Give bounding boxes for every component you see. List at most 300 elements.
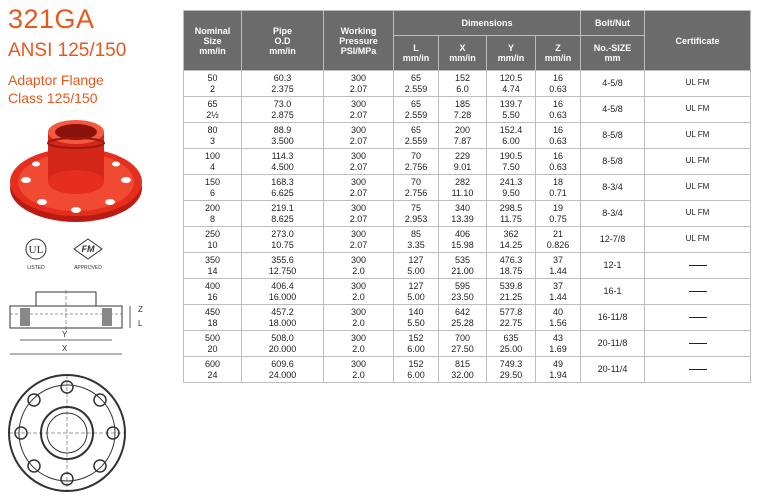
- cell-x: [439, 201, 487, 227]
- cell-y-in: 25.00: [499, 343, 523, 354]
- cell-z-mm: 37: [552, 255, 563, 265]
- cell-bolt: 8-3/4: [581, 201, 645, 227]
- cell-l: [394, 149, 439, 175]
- cell-l: [394, 97, 439, 123]
- cell-y: [487, 71, 536, 97]
- cell-l-in: 5.00: [407, 291, 425, 302]
- cell-y: [487, 97, 536, 123]
- cell-x-in: 11.10: [451, 187, 474, 198]
- cell-x-mm: 152: [454, 73, 471, 83]
- cell-z: [536, 97, 581, 123]
- cell-bolt: 20-11/4: [581, 357, 645, 383]
- no-certificate-dash: [689, 343, 707, 344]
- cell-nom: [184, 149, 242, 175]
- header-l-unit: mm/in: [402, 53, 430, 63]
- cell-l-mm: 152: [408, 359, 424, 369]
- cell-od-mm: 114.3: [271, 151, 294, 161]
- header-x-unit: mm/in: [449, 53, 476, 63]
- cell-od-mm: 457.2: [271, 307, 294, 317]
- cell-od-mm: 219.1: [271, 203, 294, 213]
- cell-x-mm: 340: [454, 203, 471, 213]
- cell-nom-mm: 600: [204, 359, 221, 369]
- cell-od-in: 16.000: [268, 291, 297, 302]
- flange-photo: [6, 112, 146, 232]
- table-row: [184, 331, 751, 357]
- cell-bolt: 12-1: [581, 253, 645, 279]
- cell-y-in: 18.75: [499, 265, 523, 276]
- cell-od: [242, 357, 324, 383]
- cell-x-mm: 406: [454, 229, 471, 239]
- cell-wp: [324, 331, 394, 357]
- cell-y-mm: 152.4: [499, 125, 523, 135]
- cell-od-mm: 406.4: [271, 281, 294, 291]
- cell-nom: [184, 175, 242, 201]
- cell-y-mm: 362: [503, 229, 519, 239]
- cell-l: [394, 227, 439, 253]
- cell-od-mm: 508.0: [271, 333, 294, 343]
- cell-l-in: 2.559: [404, 109, 428, 120]
- cell-z: [536, 123, 581, 149]
- header-nominal-line3: mm/in: [199, 45, 226, 56]
- fm-logo-subtext: APPROVED: [74, 265, 102, 271]
- cell-x: [439, 149, 487, 175]
- cell-x-mm: 815: [454, 359, 471, 369]
- no-certificate-dash: [689, 369, 707, 370]
- cell-wp: [324, 123, 394, 149]
- cell-l-mm: 65: [410, 99, 421, 109]
- cell-wp: [324, 97, 394, 123]
- header-pressure-line1: Working: [340, 25, 377, 36]
- cell-wp-in: 2.07: [349, 239, 368, 250]
- header-dim-x: [439, 36, 487, 71]
- cell-certificate: UL FM: [645, 201, 751, 227]
- cell-l-in: 6.00: [407, 343, 425, 354]
- cell-x-mm: 700: [454, 333, 471, 343]
- cell-l: [394, 175, 439, 201]
- cell-wp-in: 2.07: [349, 161, 368, 172]
- cell-l: [394, 305, 439, 331]
- cell-certificate-none: [645, 253, 751, 279]
- cell-certificate-none: [645, 305, 751, 331]
- cell-z-in: 0.826: [546, 239, 570, 250]
- cell-z-in: 0.63: [549, 135, 567, 146]
- cell-x-in: 23.50: [451, 291, 474, 302]
- cell-x: [439, 123, 487, 149]
- cell-nom-in: 3: [209, 135, 215, 146]
- cell-z-mm: 19: [552, 203, 563, 213]
- cell-bolt: 16-1: [581, 279, 645, 305]
- cell-z-mm: 16: [552, 125, 563, 135]
- cell-nom: [184, 123, 242, 149]
- cell-wp-mm: 300: [350, 177, 367, 187]
- cell-z-in: 0.63: [549, 109, 567, 120]
- cell-certificate-none: [645, 357, 751, 383]
- cell-nom-mm: 150: [204, 177, 221, 187]
- cell-wp-in: 2.0: [352, 291, 365, 302]
- cell-nom: [184, 227, 242, 253]
- cell-l: [394, 331, 439, 357]
- cell-wp-in: 2.07: [349, 83, 368, 94]
- cell-y: [487, 149, 536, 175]
- cell-l-mm: 152: [408, 333, 424, 343]
- header-y-label: Y: [507, 43, 514, 53]
- cell-certificate: UL FM: [645, 227, 751, 253]
- cell-nom-in: 14: [207, 265, 218, 276]
- cell-od-mm: 609.6: [271, 359, 294, 369]
- cell-l: [394, 123, 439, 149]
- cell-nom-in: 18: [207, 317, 218, 328]
- cell-nom-mm: 500: [204, 333, 221, 343]
- cell-y-in: 29.50: [499, 369, 523, 380]
- cell-od-mm: 273.0: [271, 229, 294, 239]
- cell-od-in: 10.75: [271, 239, 294, 250]
- cell-od: [242, 305, 324, 331]
- cell-wp: [324, 279, 394, 305]
- cell-x: [439, 331, 487, 357]
- cell-od-in: 2.875: [271, 109, 294, 120]
- cell-wp-mm: 300: [350, 151, 367, 161]
- dim-label-z: Z: [138, 305, 143, 314]
- cell-l-mm: 70: [410, 177, 421, 187]
- header-pipe-line2: O.D: [274, 35, 291, 46]
- cell-z: [536, 305, 581, 331]
- cell-nom: [184, 97, 242, 123]
- cell-wp-mm: 300: [350, 359, 367, 369]
- table-row: [184, 149, 751, 175]
- ul-logo-text: UL: [28, 244, 44, 256]
- cell-y: [487, 357, 536, 383]
- cell-l-mm: 140: [408, 307, 424, 317]
- cell-certificate-none: [645, 331, 751, 357]
- cell-wp-in: 2.07: [349, 213, 368, 224]
- cell-l: [394, 253, 439, 279]
- cell-bolt: 4-5/8: [581, 97, 645, 123]
- table-row: [184, 175, 751, 201]
- cell-l: [394, 201, 439, 227]
- cell-y: [487, 279, 536, 305]
- cell-wp-in: 2.0: [352, 369, 365, 380]
- cell-y: [487, 175, 536, 201]
- cell-y-mm: 539.8: [499, 281, 523, 291]
- cell-l-in: 3.35: [407, 239, 425, 250]
- cell-wp-mm: 300: [350, 203, 367, 213]
- cell-certificate: UL FM: [645, 149, 751, 175]
- cell-x-mm: 185: [454, 99, 471, 109]
- cell-wp: [324, 357, 394, 383]
- cell-l-mm: 75: [410, 203, 421, 213]
- cell-wp: [324, 71, 394, 97]
- cell-l: [394, 357, 439, 383]
- header-nominal-line2: Size: [203, 35, 222, 46]
- ul-listed-logo: [26, 239, 46, 271]
- cell-certificate: UL FM: [645, 123, 751, 149]
- cell-l-mm: 85: [410, 229, 421, 239]
- cell-nom: [184, 201, 242, 227]
- no-certificate-dash: [689, 291, 707, 292]
- cell-od-mm: 60.3: [273, 73, 292, 83]
- cell-z-in: 0.75: [549, 213, 567, 224]
- table-row: [184, 97, 751, 123]
- cell-y-mm: 577.8: [499, 307, 523, 317]
- cell-wp-in: 2.0: [352, 317, 365, 328]
- cell-nom-in: 16: [207, 291, 218, 302]
- cell-od-in: 3.500: [271, 135, 294, 146]
- cell-x-in: 6.0: [456, 83, 469, 94]
- cell-y-mm: 749.3: [499, 359, 523, 369]
- specification-table: [183, 10, 751, 383]
- cell-wp: [324, 253, 394, 279]
- product-panel: [0, 0, 180, 501]
- cell-y-in: 9.50: [502, 187, 520, 198]
- dim-label-x: X: [62, 344, 68, 353]
- cell-y: [487, 201, 536, 227]
- cell-wp-mm: 300: [350, 99, 367, 109]
- ul-logo-subtext: LISTED: [27, 265, 45, 271]
- cell-wp-mm: 300: [350, 229, 367, 239]
- cell-wp-mm: 300: [350, 125, 367, 135]
- cell-od-mm: 168.3: [271, 177, 294, 187]
- cell-x-in: 27.50: [451, 343, 474, 354]
- cell-z: [536, 149, 581, 175]
- cell-nom: [184, 279, 242, 305]
- cell-nom-mm: 100: [204, 151, 221, 161]
- header-working-pressure: [324, 11, 394, 71]
- cell-l-in: 2.559: [404, 83, 428, 94]
- cell-od-mm: 88.9: [273, 125, 292, 135]
- cell-nom-in: 24: [207, 369, 218, 380]
- cell-y-mm: 120.5: [499, 73, 523, 83]
- cell-od-in: 6.625: [271, 187, 294, 198]
- cell-y-mm: 635: [503, 333, 519, 343]
- cell-y-mm: 190.5: [499, 151, 523, 161]
- product-standard: ANSI 125/150: [8, 40, 127, 61]
- cell-x: [439, 71, 487, 97]
- cell-od-in: 24.000: [268, 369, 297, 380]
- cell-nom-in: 8: [209, 213, 215, 224]
- cell-nom: [184, 305, 242, 331]
- cell-od-in: 18.000: [268, 317, 297, 328]
- cell-certificate-none: [645, 279, 751, 305]
- cell-nom-mm: 400: [204, 281, 221, 291]
- header-z-label: Z: [555, 43, 561, 53]
- specification-rows: [184, 71, 751, 383]
- cell-z-mm: 16: [552, 99, 563, 109]
- cell-wp-in: 2.0: [352, 265, 365, 276]
- cell-y: [487, 123, 536, 149]
- cell-x-in: 21.00: [451, 265, 474, 276]
- cell-nom-in: 10: [207, 239, 218, 250]
- cell-x-mm: 200: [454, 125, 471, 135]
- cell-l-in: 2.953: [404, 213, 428, 224]
- cell-x-in: 7.87: [453, 135, 472, 146]
- cell-z: [536, 227, 581, 253]
- cell-od-mm: 73.0: [273, 99, 292, 109]
- front-view-drawing: [4, 370, 130, 496]
- cell-l: [394, 279, 439, 305]
- cell-nom-in: 20: [207, 343, 218, 354]
- cell-x-mm: 642: [454, 307, 471, 317]
- cell-y: [487, 331, 536, 357]
- header-y-unit: mm/in: [497, 53, 525, 63]
- cell-x: [439, 97, 487, 123]
- cell-bolt: 16-11/8: [581, 305, 645, 331]
- cell-wp: [324, 149, 394, 175]
- cell-z-in: 0.71: [549, 187, 567, 198]
- cell-x-mm: 595: [454, 281, 471, 291]
- cell-od: [242, 279, 324, 305]
- header-nominal-size: [184, 11, 242, 71]
- cell-od: [242, 201, 324, 227]
- cell-wp-mm: 300: [350, 255, 367, 265]
- cell-wp-in: 2.07: [349, 135, 368, 146]
- cell-l-in: 6.00: [407, 369, 425, 380]
- product-model: 321GA: [8, 4, 95, 34]
- product-name: Adaptor Flange: [8, 72, 104, 88]
- cell-nom: [184, 253, 242, 279]
- table-row: [184, 71, 751, 97]
- cell-z: [536, 175, 581, 201]
- cell-nom-in: 2: [209, 83, 215, 94]
- cell-x-mm: 229: [454, 151, 471, 161]
- product-class: Class 125/150: [8, 90, 98, 106]
- cell-z-mm: 21: [552, 229, 563, 239]
- cell-x: [439, 227, 487, 253]
- fm-approved-logo: [74, 239, 102, 271]
- cell-y-in: 5.50: [502, 109, 520, 120]
- cell-y-mm: 298.5: [499, 203, 523, 213]
- cell-z: [536, 357, 581, 383]
- cell-nom-mm: 450: [204, 307, 221, 317]
- table-row: [184, 253, 751, 279]
- header-dimensions: Dimensions: [394, 11, 581, 36]
- cell-z-in: 1.56: [549, 317, 567, 328]
- cell-x: [439, 305, 487, 331]
- cell-od: [242, 331, 324, 357]
- cell-l-in: 2.756: [404, 187, 428, 198]
- cell-x-in: 13.39: [451, 213, 474, 224]
- header-pressure-line3: PSI/MPa: [340, 45, 377, 56]
- cell-od: [242, 175, 324, 201]
- cell-od-in: 4.500: [271, 161, 294, 172]
- header-pipe-od: [242, 11, 324, 71]
- cell-bolt: 4-5/8: [581, 71, 645, 97]
- cell-x-in: 9.01: [453, 161, 472, 172]
- header-bolt-label: No.-SIZE: [593, 43, 632, 53]
- header-bolt-unit: mm: [604, 53, 621, 63]
- cell-wp: [324, 305, 394, 331]
- cell-wp: [324, 175, 394, 201]
- cell-y-mm: 476.3: [499, 255, 523, 265]
- cell-z: [536, 201, 581, 227]
- cell-z-in: 1.44: [549, 291, 567, 302]
- cell-x-in: 32.00: [451, 369, 474, 380]
- cell-wp-mm: 300: [350, 333, 367, 343]
- cell-wp-in: 2.07: [349, 109, 368, 120]
- cell-nom: [184, 331, 242, 357]
- cell-x: [439, 175, 487, 201]
- header-dim-l: [394, 36, 439, 71]
- table-row: [184, 201, 751, 227]
- cell-nom-mm: 50: [207, 73, 218, 83]
- cell-od-in: 2.375: [271, 83, 294, 94]
- table-row: [184, 305, 751, 331]
- cell-z-in: 1.44: [549, 265, 567, 276]
- header-bolt-size: [581, 36, 645, 71]
- cell-wp: [324, 201, 394, 227]
- header-dim-y: [487, 36, 536, 71]
- fm-logo-text: FM: [81, 244, 95, 254]
- cell-l-mm: 127: [408, 281, 424, 291]
- cell-y-mm: 139.7: [499, 99, 523, 109]
- cell-wp-mm: 300: [350, 73, 367, 83]
- cell-y-mm: 241.3: [499, 177, 523, 187]
- header-dim-z: [536, 36, 581, 71]
- cell-od-in: 12.750: [268, 265, 297, 276]
- cell-od-mm: 355.6: [271, 255, 294, 265]
- cell-z-mm: 49: [552, 359, 563, 369]
- cell-z: [536, 71, 581, 97]
- header-nominal-line1: Nominal: [194, 25, 231, 36]
- cell-y-in: 14.25: [499, 239, 523, 250]
- cell-z: [536, 331, 581, 357]
- table-row: [184, 123, 751, 149]
- cell-od: [242, 227, 324, 253]
- cell-certificate: UL FM: [645, 175, 751, 201]
- cell-l-in: 5.00: [407, 265, 425, 276]
- cell-x: [439, 253, 487, 279]
- header-pressure-line2: Pressure: [339, 35, 378, 46]
- cell-y-in: 4.74: [502, 83, 520, 94]
- cell-l-in: 2.756: [404, 161, 428, 172]
- no-certificate-dash: [689, 317, 707, 318]
- table-row: [184, 279, 751, 305]
- cell-x: [439, 279, 487, 305]
- cell-wp-in: 2.07: [349, 187, 368, 198]
- cell-wp: [324, 227, 394, 253]
- cell-y-in: 22.75: [499, 317, 523, 328]
- cell-bolt: 12-7/8: [581, 227, 645, 253]
- cell-y-in: 6.00: [502, 135, 520, 146]
- cell-y-in: 7.50: [502, 161, 520, 172]
- cell-nom-in: 4: [209, 161, 215, 172]
- cell-od: [242, 149, 324, 175]
- cell-l-mm: 70: [410, 151, 421, 161]
- cell-od-in: 8.625: [271, 213, 294, 224]
- cell-nom-mm: 350: [204, 255, 221, 265]
- cell-z-mm: 16: [552, 73, 563, 83]
- cell-y-in: 21.25: [499, 291, 523, 302]
- cell-l-mm: 65: [410, 73, 421, 83]
- cell-od: [242, 97, 324, 123]
- cell-x-in: 7.28: [453, 109, 472, 120]
- cell-l-mm: 65: [410, 125, 421, 135]
- header-certificate: Certificate: [645, 11, 751, 71]
- certification-logos: [20, 236, 140, 272]
- cell-nom-in: 6: [209, 187, 215, 198]
- table-row: [184, 227, 751, 253]
- header-pipe-line3: mm/in: [269, 45, 296, 56]
- cell-nom-mm: 65: [207, 99, 218, 109]
- cell-wp-mm: 300: [350, 281, 367, 291]
- cell-z-in: 0.63: [549, 83, 567, 94]
- no-certificate-dash: [689, 265, 707, 266]
- cell-od: [242, 123, 324, 149]
- cell-z-mm: 43: [552, 333, 563, 343]
- cell-y: [487, 227, 536, 253]
- cell-z-in: 1.94: [549, 369, 567, 380]
- cell-x-in: 15.98: [451, 239, 474, 250]
- cell-od-in: 20.000: [268, 343, 297, 354]
